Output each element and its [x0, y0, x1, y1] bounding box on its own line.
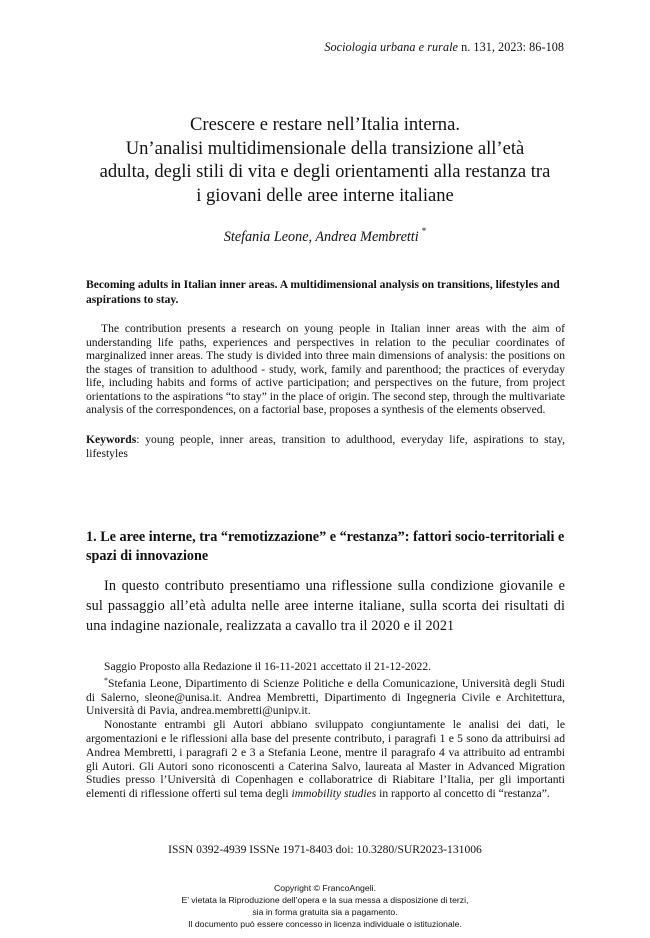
copyright-line: E’ vietata la Riproduzione dell’opera e la sua messa a disposizione di terzi, — [181, 895, 469, 905]
keywords — [86, 433, 565, 460]
author-line — [60, 226, 590, 246]
copyright-line: Copyright © FrancoAngeli. — [273, 883, 376, 893]
issn-doi: ISSN 0392-4939 ISSNe 1971-8403 doi: 10.3280/SUR2023-131006 — [168, 843, 482, 856]
copyright-line: sia in forma gratuita sia a pagamento. — [252, 907, 398, 917]
title-line: adulta, degli stili di vita e degli orientamenti alla restanza tra — [99, 161, 551, 182]
contribution-italic: immobility studies — [291, 787, 377, 801]
affiliation-mark: * — [104, 675, 108, 685]
section-heading: 1. Le aree interne, tra “remotizzazione” e “restanza”: fattori socio-territoriali e spazi di innovazione — [86, 529, 565, 564]
article-title — [60, 113, 590, 207]
footnote-contributions — [86, 718, 565, 801]
english-title: Becoming adults in Italian inner areas. A multidimensional analysis on transitions, lifestyles and aspirations to stay. — [86, 278, 560, 306]
keywords-text: : young people, inner areas, transition to adulthood, everyday life, aspirations to stay, lifestyles — [86, 433, 565, 460]
title-line: Un’analisi multidimensionale della transizione all’età — [125, 137, 525, 159]
affiliations-text: Stefania Leone, Dipartimento di Scienze Politiche e della Comunicazione, Università degli Studi di Salerno, sleone@unisa.it. Andrea Membretti, Dipartimento di Ingegneria Civile e Architettura, Università di Pavia, andrea.membretti@unipv.it. — [86, 676, 565, 718]
author-footnote-mark: * — [421, 226, 427, 236]
title-line: i giovani delle aree interne italiane — [196, 184, 454, 206]
body-paragraph: In questo contributo presentiamo una riflessione sulla condizione giovanile e sul passaggio all’età adulta nelle aree interne italiane, sulla scorta dei risultati di una indagine nazionale, realizzata a cavallo tra il 2020 e il 2021 — [86, 578, 565, 634]
contribution-text-end: in rapporto al concetto di “restanza”. — [376, 787, 550, 801]
footnotes — [86, 660, 565, 801]
authors: Stefania Leone, Andrea Membretti — [223, 229, 419, 245]
issue-pages: n. 131, 2023: 86-108 — [458, 40, 564, 54]
footnote-affiliations — [86, 674, 565, 718]
journal-header — [324, 40, 564, 55]
abstract: The contribution presents a research on young people in Italian inner areas with the aim of understanding life paths, experiences and perspectives in relation to the peculiar coordinates of marginalized inner areas. The study is divided into three main dimensions of analysis: the positions on the stages of transition to adulthood - study, work, family and parenthood; the practices of everyday life, including habits and forms of active participation; and perspectives on the future, from project orientations to the aspirations “to stay” in the place of origin. The second step, through the multivariate analysis of the correspondences, on a factorial base, proposes a synthesis of the elements observed. — [86, 322, 565, 417]
keywords-label: Keywords — [86, 433, 137, 446]
contribution-text: Nonostante entrambi gli Autori abbiano sviluppato congiuntamente le analisi dei dati, le argomentazioni e le riflessioni alla base del presente contributo, i paragrafi 1 e 5 sono da attribuirsi ad Andrea Membretti, i paragrafi 2 e 3 a Stefania Leone, mentre il paragrafo 4 va attribuito ad entrambi gli Autori. Gli Autori sono riconoscenti a Caterina Salvo, laureata al Master in Advanced Migration Studies presso l’Università di Copenhagen e collaboratrice di Riabitare l’Italia, per gli importanti elementi di riflessione offerti sul tema degli — [86, 718, 565, 801]
title-line: Crescere e restare nell’Italia interna. — [190, 114, 460, 135]
footnote-received: Saggio Proposto alla Redazione il 16-11-2021 accettato il 21-12-2022. — [104, 660, 432, 673]
copyright-line: Il documento può essere concesso in licenza individuale o istituzionale. — [188, 919, 462, 929]
journal-name: Sociologia urbana e rurale — [324, 40, 458, 54]
copyright-notice — [60, 882, 590, 930]
